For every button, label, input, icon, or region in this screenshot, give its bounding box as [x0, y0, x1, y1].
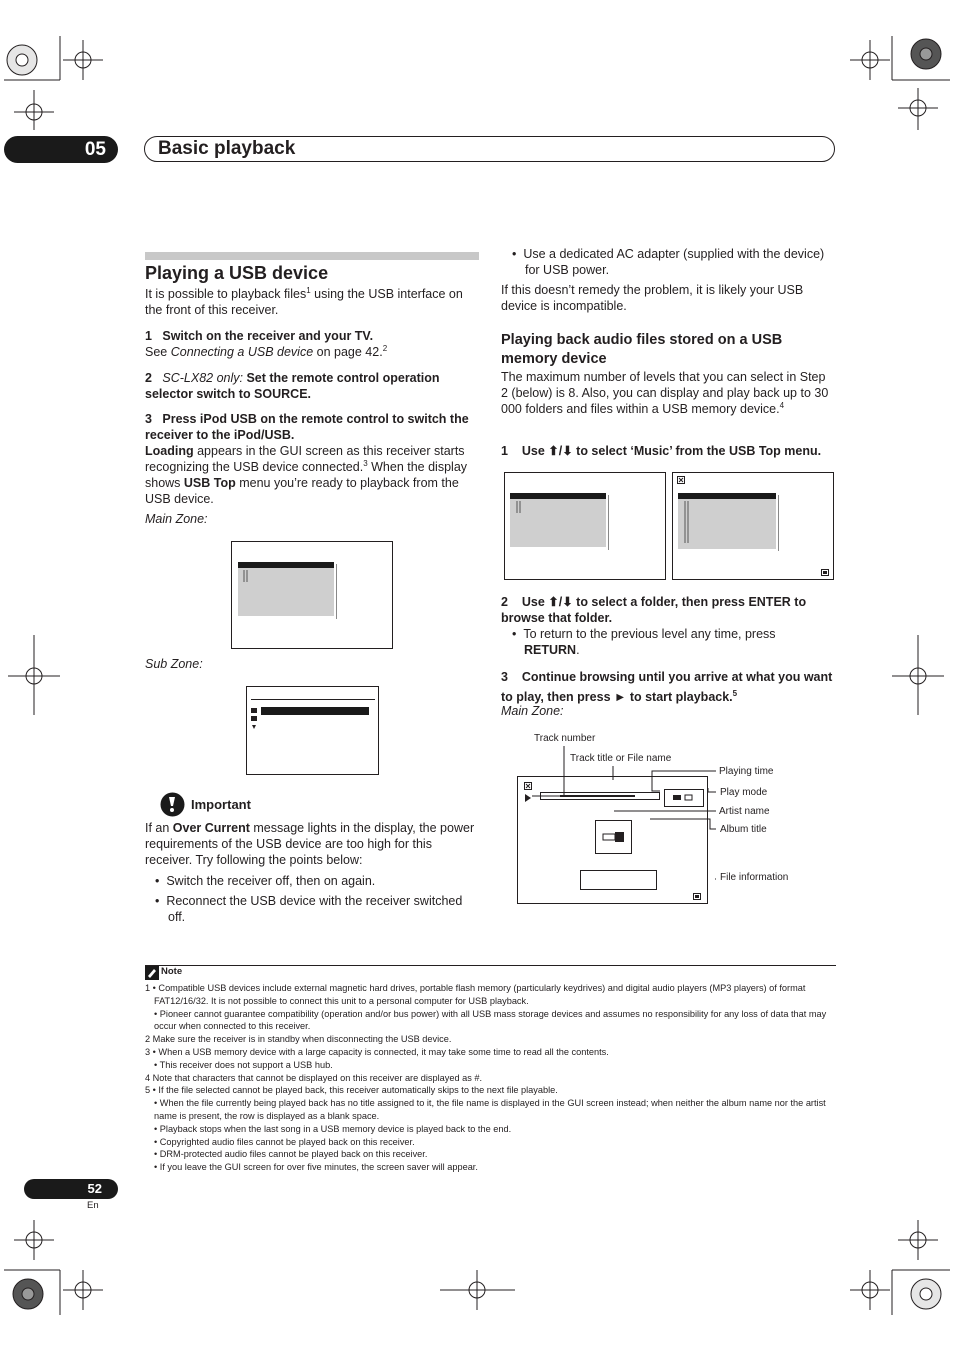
folder-icon [250, 707, 258, 731]
bullet-item: • To return to the previous level any time, press RETURN. [512, 627, 776, 657]
footnote-ref: 1 [306, 285, 311, 295]
menu-list-area [238, 562, 334, 616]
step-title: Press iPod USB on the remote control to switch the receiver to the iPod/USB. [145, 412, 469, 442]
step-3-text: appears in the GUI screen as this receiver starts recognizing the USB device connected. [145, 444, 465, 474]
step-title: Set the remote control operation selector switch to SOURCE. [145, 371, 440, 401]
menu-list-area [678, 493, 776, 549]
note-line: 4 Note that characters that cannot be displayed on this receiver are displayed as #. [145, 1072, 483, 1083]
bullet-text: Reconnect the USB device with the receiver switched off. [166, 894, 463, 924]
bullet-item: • Switch the receiver off, then on again. [155, 874, 376, 888]
right-step-3 [501, 667, 836, 707]
intro-paragraph [145, 286, 480, 318]
note-line: • When the file currently being played back has no title assigned to it, the file name is displayed in the GUI screen instead; when neither the album name nor the artist name is present, the row is displayed as a blank space. [154, 1098, 826, 1121]
step-title: Switch on the receiver and your TV. [162, 329, 374, 343]
bullet-text-end: . [576, 643, 580, 657]
file-information-label: File information [720, 872, 789, 883]
important-text: If an [145, 821, 173, 835]
sub-zone-label: Sub Zone: [145, 657, 203, 671]
step-text: to select ‘Music’ from the USB Top menu. [572, 444, 822, 458]
note-divider [145, 965, 836, 966]
chapter-number: 05 [4, 136, 118, 163]
usb-icon [821, 569, 830, 577]
use-word: Use [521, 595, 549, 609]
sub-zone-screen [246, 686, 379, 775]
subsection-title: Playing back audio files stored on a USB memory device [501, 332, 783, 367]
step-3-body [145, 443, 480, 507]
main-zone-label-right: Main Zone: [501, 704, 564, 718]
menu-highlight-bar [678, 493, 776, 499]
step-number: 2 [501, 595, 508, 609]
music-menu-screen [672, 472, 834, 580]
step-number: 1 [145, 329, 152, 343]
levels-paragraph [501, 369, 835, 417]
step-2-heading [145, 370, 480, 402]
section-bar [145, 252, 479, 260]
step-text: to select a folder, then press ENTER to browse that folder. [501, 595, 807, 625]
note-line: • Pioneer cannot guarantee compatibility (operation and/or bus power) with all USB mass storage devices and assumes no responsibility for any loss of data that may occur when connected to this receiver. [154, 1008, 827, 1032]
step-text: Continue browsing until you arrive at what you want to play, then press ► to start playback. [501, 670, 833, 704]
menu-highlight-bar [261, 707, 369, 715]
incompatible-paragraph: If this doesn’t remedy the problem, it is likely your USB device is incompatible. [501, 283, 804, 313]
use-word: Use [521, 444, 549, 458]
up-down-arrows-icon: ⬆/⬇ [548, 444, 573, 458]
intro-text: It is possible to playback files [145, 287, 307, 301]
close-icon [677, 476, 686, 485]
usb-icon [693, 893, 702, 901]
screen-divider [251, 699, 375, 700]
footnote-ref: 5 [732, 688, 738, 698]
cross-reference-link[interactable]: Connecting a USB device [170, 345, 314, 359]
return-term: RETURN [524, 643, 577, 657]
album-title-label: Album title [720, 824, 767, 835]
loading-term: Loading [145, 444, 194, 458]
step-3-text-b: When the display shows [145, 460, 468, 490]
step-number: 3 [145, 412, 152, 426]
play-mode-label: Play mode [720, 787, 768, 798]
note-line: • DRM-protected audio files cannot be played back on this receiver. [154, 1149, 428, 1160]
right-step-1 [501, 443, 841, 459]
language-code: En [87, 1200, 99, 1211]
menu-item-glyphs [683, 501, 691, 545]
track-title-label: Track title or File name [570, 753, 672, 764]
note-line: • This receiver does not support a USB hub. [154, 1059, 333, 1070]
page-number: 52 [24, 1179, 118, 1199]
menu-scrollbar [608, 495, 609, 550]
footnote-ref: 3 [363, 458, 368, 468]
menu-scrollbar [336, 564, 337, 619]
footnote-ref: 4 [779, 400, 785, 410]
track-number-label: Track number [534, 733, 596, 744]
note-line: • If you leave the GUI screen for over five minutes, the screen saver will appear. [154, 1162, 478, 1173]
bullet-text: Switch the receiver off, then on again. [166, 874, 376, 888]
main-zone-label: Main Zone: [145, 512, 208, 526]
levels-text: The maximum number of levels that you can select in Step 2 (below) is 8. Also, you can display and play back up to 30 000 folders and files within a USB memory device. [501, 370, 829, 416]
note-line: 3 • When a USB memory device with a large capacity is connected, it may take some time to read all the contents. [145, 1046, 609, 1057]
artist-name-label: Artist name [719, 806, 770, 817]
important-title: Important [191, 797, 251, 812]
menu-highlight-bar [510, 493, 606, 499]
note-title: Note [161, 966, 183, 977]
model-note: SC-LX82 only: [162, 371, 243, 385]
section-title: Playing a USB device [145, 263, 329, 283]
playing-time-label: Playing time [719, 766, 774, 777]
step-1-see [145, 344, 480, 360]
important-text-end: message lights in the display, the power requirements of the USB device are too high for this receiver. Try following the points below: [145, 821, 475, 867]
menu-list-area [510, 493, 606, 547]
main-zone-screen [231, 541, 393, 649]
bullet-item: • Reconnect the USB device with the receiver switched off. [155, 894, 463, 924]
page-ref: on page 42. [313, 345, 383, 359]
over-current-term: Over Current [172, 821, 250, 835]
footnote-ref: 2 [382, 343, 388, 353]
step-number: 1 [501, 444, 508, 458]
note-line: 2 Make sure the receiver is in standby when disconnecting the USB device. [145, 1034, 452, 1045]
step-3-heading [145, 411, 480, 443]
note-line: 1 • Compatible USB devices include external magnetic hard drives, portable flash memory (particularly keydrives) and digital audio players (MP3 players) of format FAT12/16/32. It is not possible to connect this unit to a personal computer for USB playback. [145, 983, 806, 1006]
bullet-text: To return to the previous level any time, press [523, 627, 776, 641]
see-text: See [145, 345, 171, 359]
note-icon [145, 966, 159, 980]
up-down-arrows-icon: ⬆/⬇ [548, 595, 573, 609]
step-number: 3 [501, 670, 508, 684]
notes-list [145, 982, 837, 1174]
note-line: 5 • If the file selected cannot be played back, this receiver automatically skips to the next file playable. [145, 1085, 558, 1096]
usb-top-term: USB Top [183, 476, 236, 490]
usb-top-screen [504, 472, 666, 580]
step-1-heading [145, 328, 480, 344]
menu-item-glyphs [242, 570, 250, 584]
note-line: • Playback stops when the last song in a USB memory device is played back to the end. [154, 1123, 512, 1134]
step-number: 2 [145, 371, 152, 385]
bullet-item: • Use a dedicated AC adapter (supplied with the device) for USB power. [512, 247, 825, 277]
important-icon [160, 792, 185, 817]
menu-scrollbar [778, 495, 779, 551]
menu-item-glyphs [515, 501, 523, 515]
menu-highlight-bar [238, 562, 334, 568]
note-line: • Copyrighted audio files cannot be played back on this receiver. [154, 1136, 415, 1147]
bullet-text: Use a dedicated AC adapter (supplied with the device) for USB power. [523, 247, 825, 277]
chapter-title: Basic playback [158, 138, 296, 159]
step-3-text-c: menu you’re ready to playback from the USB device. [145, 476, 459, 506]
important-body [145, 820, 480, 868]
right-step-2 [501, 594, 836, 626]
intro-text-end: using the USB interface on the front of this receiver. [145, 287, 463, 317]
